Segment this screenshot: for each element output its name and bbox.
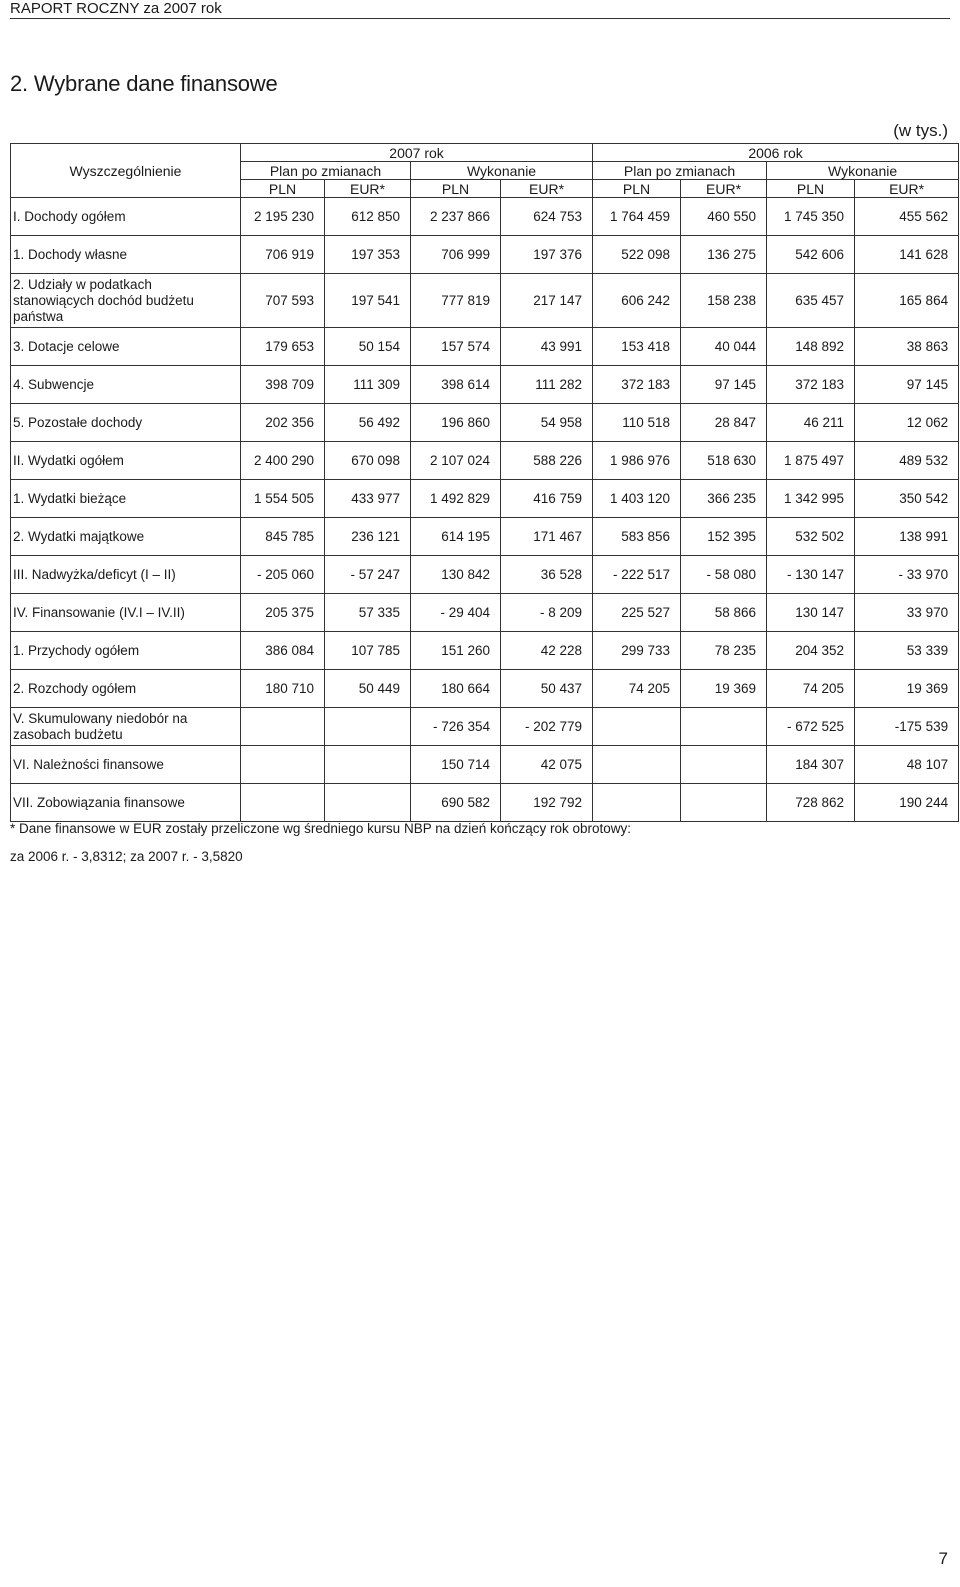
value-cell: 460 550	[681, 198, 767, 236]
value-cell: 56 492	[325, 404, 411, 442]
value-cell: 706 919	[241, 236, 325, 274]
value-cell: 48 107	[855, 746, 959, 784]
value-cell: 196 860	[411, 404, 501, 442]
value-cell: - 57 247	[325, 556, 411, 594]
value-cell: 372 183	[767, 366, 855, 404]
value-cell: 1 764 459	[593, 198, 681, 236]
table-row	[11, 518, 959, 556]
value-cell: 165 864	[855, 274, 959, 328]
value-cell: 1 342 995	[767, 480, 855, 518]
value-cell: - 33 970	[855, 556, 959, 594]
value-cell: - 202 779	[501, 708, 593, 746]
value-cell: 2 400 290	[241, 442, 325, 480]
value-cell: 19 369	[855, 670, 959, 708]
value-cell: 53 339	[855, 632, 959, 670]
value-cell: - 58 080	[681, 556, 767, 594]
value-cell: 38 863	[855, 328, 959, 366]
value-cell: - 726 354	[411, 708, 501, 746]
value-cell	[325, 784, 411, 822]
value-cell: 236 121	[325, 518, 411, 556]
currency-header: EUR*	[855, 180, 959, 198]
value-cell: -175 539	[855, 708, 959, 746]
header-rule	[10, 18, 950, 19]
value-cell: 706 999	[411, 236, 501, 274]
value-cell: - 205 060	[241, 556, 325, 594]
value-cell: - 672 525	[767, 708, 855, 746]
value-cell: 707 593	[241, 274, 325, 328]
row-label: 2. Rozchody ogółem	[11, 670, 241, 708]
value-cell: - 29 404	[411, 594, 501, 632]
value-cell: 197 353	[325, 236, 411, 274]
currency-header: PLN	[241, 180, 325, 198]
value-cell: 845 785	[241, 518, 325, 556]
value-cell: 205 375	[241, 594, 325, 632]
value-cell: 542 606	[767, 236, 855, 274]
value-cell: 204 352	[767, 632, 855, 670]
unit-note: (w tys.)	[893, 121, 948, 140]
value-cell: 1 745 350	[767, 198, 855, 236]
table-row	[11, 708, 959, 746]
value-cell: 19 369	[681, 670, 767, 708]
value-cell: 36 528	[501, 556, 593, 594]
table-row	[11, 594, 959, 632]
value-cell: 152 395	[681, 518, 767, 556]
table-row	[11, 784, 959, 822]
value-cell: 398 614	[411, 366, 501, 404]
value-cell: 225 527	[593, 594, 681, 632]
value-cell: 158 238	[681, 274, 767, 328]
value-cell: 192 792	[501, 784, 593, 822]
footnote-line-1: * Dane finansowe w EUR zostały przeliczone wg średniego kursu NBP na dzień kończący rok obrotowy:	[10, 821, 632, 836]
value-cell	[593, 746, 681, 784]
table-row	[11, 442, 959, 480]
value-cell: 42 075	[501, 746, 593, 784]
value-cell: 153 418	[593, 328, 681, 366]
value-cell: - 222 517	[593, 556, 681, 594]
row-label: 2. Wydatki majątkowe	[11, 518, 241, 556]
value-cell: 184 307	[767, 746, 855, 784]
value-cell	[325, 708, 411, 746]
table-row	[11, 274, 959, 328]
value-cell: 299 733	[593, 632, 681, 670]
value-cell: 12 062	[855, 404, 959, 442]
value-cell: 97 145	[855, 366, 959, 404]
value-cell: 74 205	[593, 670, 681, 708]
financial-data-table	[10, 143, 959, 822]
row-label: 1. Dochody własne	[11, 236, 241, 274]
value-cell	[593, 784, 681, 822]
value-cell: 50 154	[325, 328, 411, 366]
value-cell: 54 958	[501, 404, 593, 442]
currency-header: PLN	[767, 180, 855, 198]
value-cell: 728 862	[767, 784, 855, 822]
value-cell: 1 554 505	[241, 480, 325, 518]
row-label: 4. Subwencje	[11, 366, 241, 404]
value-cell: 97 145	[681, 366, 767, 404]
value-cell: 40 044	[681, 328, 767, 366]
value-cell: 624 753	[501, 198, 593, 236]
value-cell: 217 147	[501, 274, 593, 328]
value-cell: 46 211	[767, 404, 855, 442]
running-head: RAPORT ROCZNY za 2007 rok	[10, 0, 222, 17]
value-cell: 386 084	[241, 632, 325, 670]
description-header: Wyszczególnienie	[11, 144, 241, 198]
row-label: VI. Należności finansowe	[11, 746, 241, 784]
value-cell: 455 562	[855, 198, 959, 236]
value-cell	[325, 746, 411, 784]
value-cell: 58 866	[681, 594, 767, 632]
page-number: 7	[938, 1549, 948, 1568]
value-cell: 136 275	[681, 236, 767, 274]
value-cell: 179 653	[241, 328, 325, 366]
value-cell: 50 449	[325, 670, 411, 708]
value-cell: 202 356	[241, 404, 325, 442]
value-cell: 157 574	[411, 328, 501, 366]
currency-header: PLN	[411, 180, 501, 198]
value-cell: 1 986 976	[593, 442, 681, 480]
value-cell: 372 183	[593, 366, 681, 404]
value-cell: 141 628	[855, 236, 959, 274]
value-cell: - 130 147	[767, 556, 855, 594]
section-title: 2. Wybrane dane finansowe	[10, 71, 278, 96]
value-cell: 28 847	[681, 404, 767, 442]
row-label: VII. Zobowiązania finansowe	[11, 784, 241, 822]
table-row	[11, 366, 959, 404]
row-label: 2. Udziały w podatkach stanowiących dochód budżetu państwa	[11, 274, 241, 328]
value-cell: 180 664	[411, 670, 501, 708]
value-cell: 635 457	[767, 274, 855, 328]
table-row	[11, 198, 959, 236]
table-row	[11, 480, 959, 518]
value-cell: 197 376	[501, 236, 593, 274]
type-header: Wykonanie	[767, 162, 959, 180]
currency-header: EUR*	[325, 180, 411, 198]
table-row	[11, 556, 959, 594]
value-cell: 670 098	[325, 442, 411, 480]
value-cell: 366 235	[681, 480, 767, 518]
value-cell: 583 856	[593, 518, 681, 556]
value-cell: 777 819	[411, 274, 501, 328]
row-label: 3. Dotacje celowe	[11, 328, 241, 366]
value-cell: 110 518	[593, 404, 681, 442]
row-label: IV. Finansowanie (IV.I – IV.II)	[11, 594, 241, 632]
table-row	[11, 746, 959, 784]
value-cell: 489 532	[855, 442, 959, 480]
row-label: 1. Wydatki bieżące	[11, 480, 241, 518]
row-label: 5. Pozostałe dochody	[11, 404, 241, 442]
value-cell: 151 260	[411, 632, 501, 670]
table-row	[11, 328, 959, 366]
value-cell: 130 842	[411, 556, 501, 594]
value-cell: 2 107 024	[411, 442, 501, 480]
value-cell: 111 282	[501, 366, 593, 404]
value-cell: 612 850	[325, 198, 411, 236]
currency-header: EUR*	[501, 180, 593, 198]
type-header: Wykonanie	[411, 162, 593, 180]
value-cell: 1 403 120	[593, 480, 681, 518]
table-row	[11, 670, 959, 708]
currency-header: PLN	[593, 180, 681, 198]
value-cell: 1 875 497	[767, 442, 855, 480]
row-label: V. Skumulowany niedobór na zasobach budżetu	[11, 708, 241, 746]
row-label: III. Nadwyżka/deficyt (I – II)	[11, 556, 241, 594]
value-cell: 150 714	[411, 746, 501, 784]
type-header: Plan po zmianach	[241, 162, 411, 180]
value-cell: 606 242	[593, 274, 681, 328]
value-cell: 43 991	[501, 328, 593, 366]
currency-header: EUR*	[681, 180, 767, 198]
value-cell: - 8 209	[501, 594, 593, 632]
value-cell: 107 785	[325, 632, 411, 670]
value-cell: 433 977	[325, 480, 411, 518]
value-cell: 180 710	[241, 670, 325, 708]
value-cell: 171 467	[501, 518, 593, 556]
value-cell: 197 541	[325, 274, 411, 328]
value-cell: 50 437	[501, 670, 593, 708]
table-row	[11, 236, 959, 274]
value-cell: 138 991	[855, 518, 959, 556]
row-label: I. Dochody ogółem	[11, 198, 241, 236]
value-cell: 111 309	[325, 366, 411, 404]
value-cell: 190 244	[855, 784, 959, 822]
value-cell: 130 147	[767, 594, 855, 632]
value-cell: 57 335	[325, 594, 411, 632]
value-cell: 350 542	[855, 480, 959, 518]
value-cell	[241, 784, 325, 822]
value-cell: 518 630	[681, 442, 767, 480]
row-label: II. Wydatki ogółem	[11, 442, 241, 480]
value-cell: 588 226	[501, 442, 593, 480]
value-cell: 2 237 866	[411, 198, 501, 236]
value-cell: 74 205	[767, 670, 855, 708]
row-label: 1. Przychody ogółem	[11, 632, 241, 670]
header-row-years	[11, 144, 959, 162]
value-cell	[681, 746, 767, 784]
value-cell: 614 195	[411, 518, 501, 556]
table-row	[11, 404, 959, 442]
value-cell: 33 970	[855, 594, 959, 632]
value-cell: 148 892	[767, 328, 855, 366]
value-cell: 1 492 829	[411, 480, 501, 518]
value-cell: 690 582	[411, 784, 501, 822]
value-cell: 42 228	[501, 632, 593, 670]
value-cell: 522 098	[593, 236, 681, 274]
value-cell: 78 235	[681, 632, 767, 670]
value-cell: 532 502	[767, 518, 855, 556]
year-header: 2007 rok	[241, 144, 593, 162]
value-cell	[681, 784, 767, 822]
footnote-line-2: za 2006 r. - 3,8312; za 2007 r. - 3,5820	[10, 849, 243, 864]
table-row	[11, 632, 959, 670]
value-cell: 398 709	[241, 366, 325, 404]
value-cell	[241, 746, 325, 784]
value-cell	[681, 708, 767, 746]
value-cell	[241, 708, 325, 746]
value-cell: 2 195 230	[241, 198, 325, 236]
type-header: Plan po zmianach	[593, 162, 767, 180]
value-cell	[593, 708, 681, 746]
year-header: 2006 rok	[593, 144, 959, 162]
value-cell: 416 759	[501, 480, 593, 518]
